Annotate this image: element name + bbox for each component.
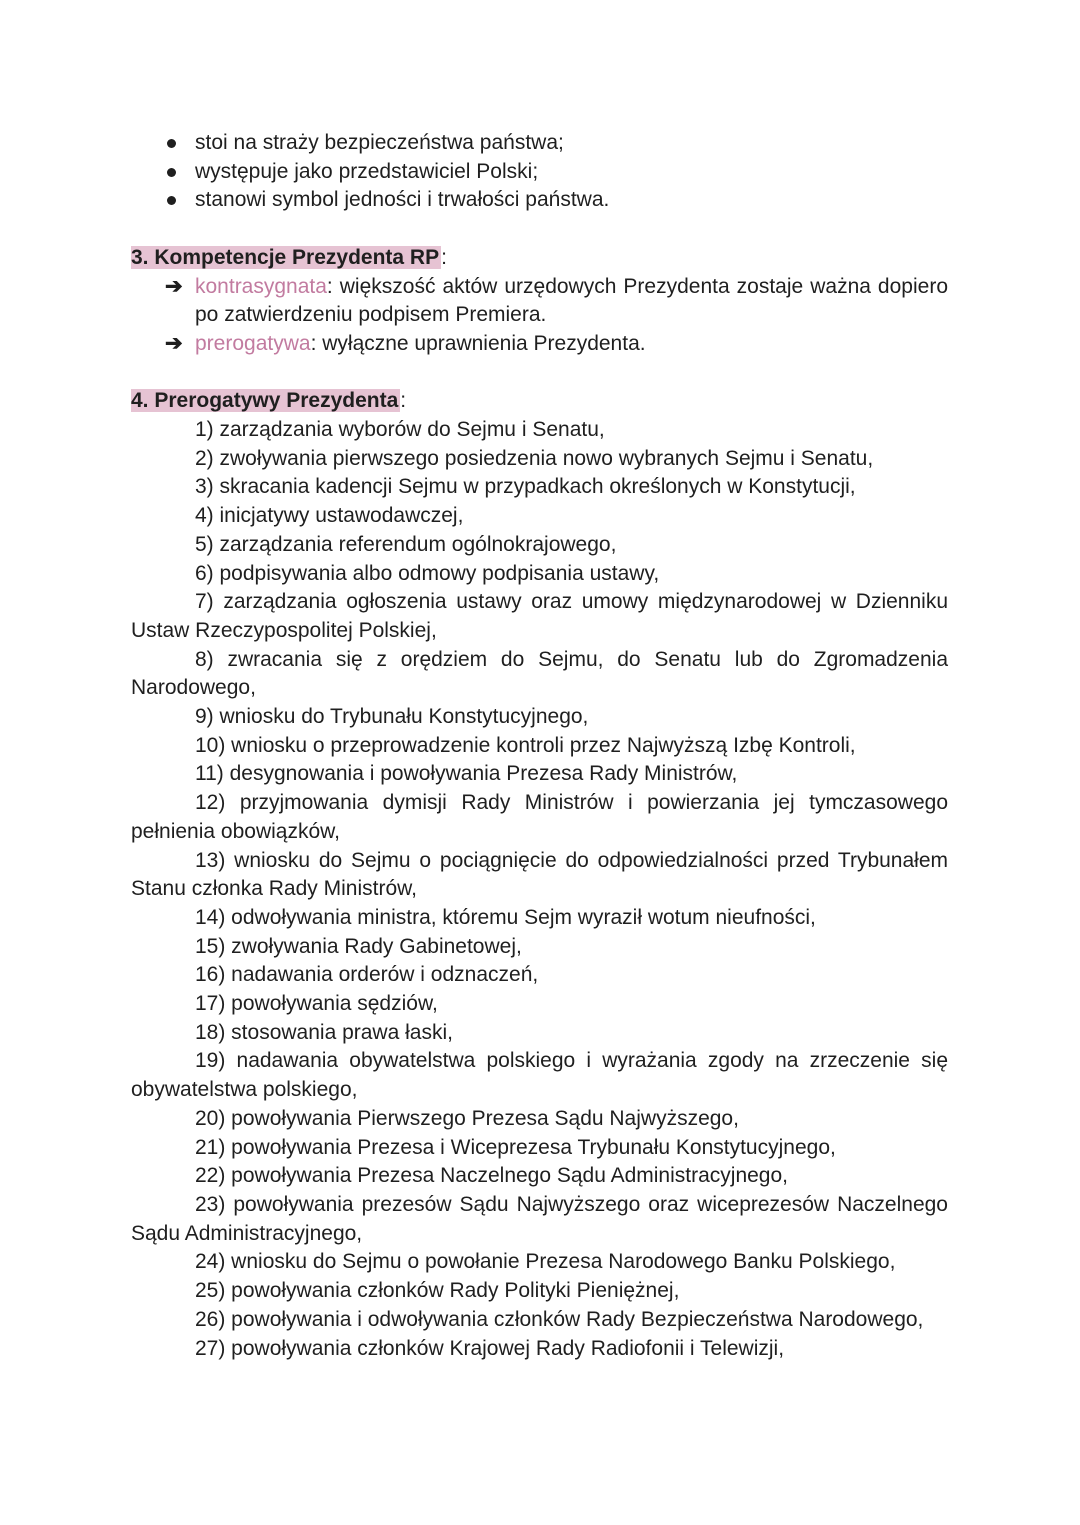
list-item: 4) inicjatywy ustawodawczej,	[195, 504, 464, 528]
list-item: 21) powoływania Prezesa i Wiceprezesa Trybunału Konstytucyjnego,	[195, 1135, 836, 1159]
list-item: 11) desygnowania i powoływania Prezesa Rady Ministrów,	[195, 762, 738, 786]
list-item: 27) powoływania członków Krajowej Rady Radiofonii i Telewizji,	[195, 1336, 785, 1360]
list-item: 6) podpisywania albo odmowy podpisania ustawy,	[195, 561, 660, 585]
list-item: 24) wniosku do Sejmu o powołanie Prezesa Narodowego Banku Polskiego,	[195, 1250, 896, 1274]
arrow-right-icon: ➔	[165, 331, 183, 355]
list-item: 9) wniosku do Trybunału Konstytucyjnego,	[195, 705, 589, 729]
list-item: 7) zarządzania ogłoszenia ustawy oraz umowy międzynarodowej w Dzienniku Ustaw Rzeczypospolitej Polskiej,	[131, 590, 948, 642]
list-item: 12) przyjmowania dymisji Rady Ministrów i powierzania jej tymczasowego pełnienia obowiązków,	[131, 791, 948, 843]
list-item: 8) zwracania się z orędziem do Sejmu, do Senatu lub do Zgromadzenia Narodowego,	[131, 647, 948, 700]
list-item: 20) powoływania Pierwszego Prezesa Sądu Najwyższego,	[195, 1106, 739, 1130]
list-item: 15) zwoływania Rady Gabinetowej,	[195, 934, 522, 958]
list-item: 16) nadawania orderów i odznaczeń,	[195, 963, 539, 987]
bullet-icon	[167, 168, 176, 177]
list-item: 18) stosowania prawa łaski,	[195, 1020, 453, 1044]
list-item: 22) powoływania Prezesa Naczelnego Sądu Administracyjnego,	[195, 1164, 789, 1188]
list-item: 5) zarządzania referendum ogólnokrajowego,	[195, 532, 617, 556]
list-item: 25) powoływania członków Rady Polityki Pieniężnej,	[195, 1279, 680, 1303]
president-roles-list	[131, 129, 948, 215]
section-3-heading: 3. Kompetencje Prezydenta RP:	[131, 245, 447, 269]
list-item: 3) skracania kadencji Sejmu w przypadkach określonych w Konstytucji,	[195, 475, 856, 499]
list-item: 13) wniosku do Sejmu o pociągnięcie do odpowiedzialności przed Trybunałem Stanu członka Rady Ministrów,	[131, 848, 948, 901]
list-item: 26) powoływania i odwoływania członków Rady Bezpieczeństwa Narodowego,	[195, 1307, 924, 1331]
list-item: 19) nadawania obywatelstwa polskiego i wyrażania zgody na zrzeczenie się obywatelstwa polskiego,	[131, 1049, 948, 1102]
list-item: 14) odwoływania ministra, któremu Sejm wyraził wotum nieufności,	[195, 905, 816, 929]
list-item: 2) zwoływania pierwszego posiedzenia nowo wybranych Sejmu i Senatu,	[195, 446, 874, 470]
competences-list	[131, 273, 948, 359]
arrow-right-icon: ➔	[165, 274, 183, 298]
bullet-icon	[167, 196, 176, 205]
list-item: 1) zarządzania wyborów do Sejmu i Senatu,	[195, 418, 605, 441]
list-item: stanowi symbol jedności i trwałości państwa.	[131, 186, 948, 215]
list-item: 10) wniosku o przeprowadzenie kontroli przez Najwyższą Izbę Kontroli,	[195, 733, 856, 757]
bullet-icon	[167, 139, 176, 148]
list-item: 23) powoływania prezesów Sądu Najwyższego oraz wiceprezesów Naczelnego Sądu Administracyjnego,	[131, 1192, 948, 1245]
section-4-heading: 4. Prerogatywy Prezydenta:	[131, 389, 407, 413]
list-item: ➔ kontrasygnata: większość aktów urzędowych Prezydenta zostaje ważna dopiero po zatwierdzeniu podpisem Premiera.	[165, 274, 948, 327]
list-item: stoi na straży bezpieczeństwa państwa;	[131, 129, 948, 158]
list-item: występuje jako przedstawiciel Polski;	[131, 158, 948, 187]
list-item: 17) powoływania sędziów,	[195, 992, 438, 1016]
term-kontrasygnata: kontrasygnata	[195, 274, 327, 298]
term-prerogatywa: prerogatywa	[195, 331, 311, 355]
prerogatives-list	[131, 416, 948, 1363]
list-item: ➔ prerogatywa: wyłączne uprawnienia Prezydenta.	[131, 330, 948, 359]
document-page	[131, 129, 948, 1363]
